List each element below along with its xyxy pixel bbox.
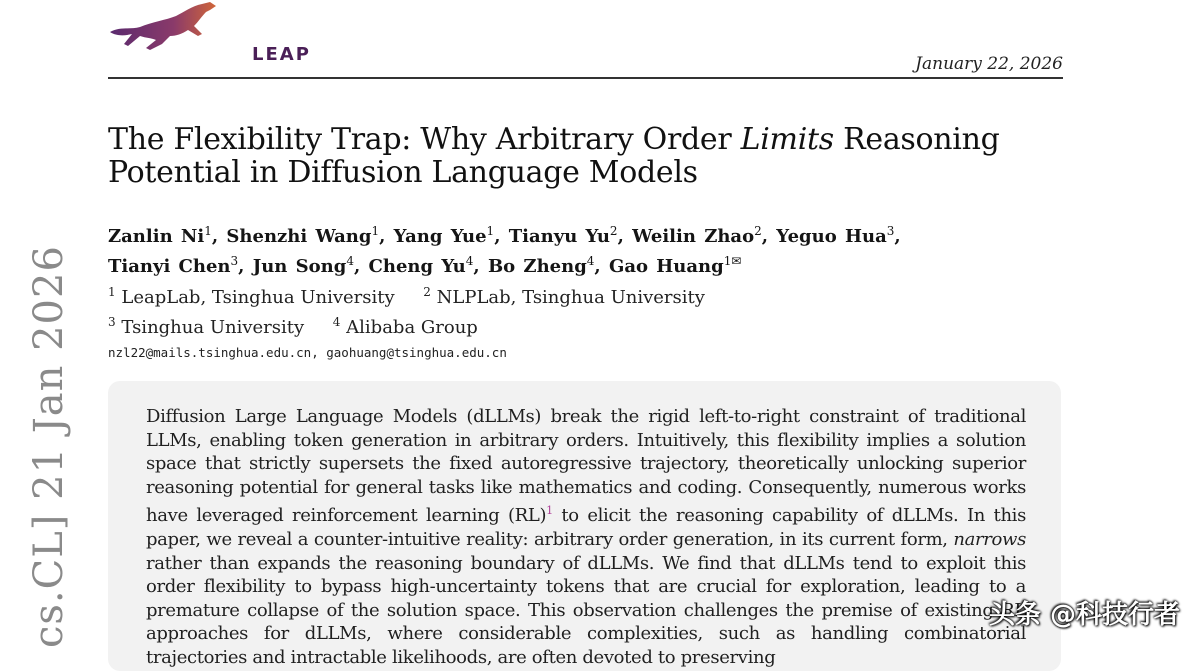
author-affiliation-marker: 1✉ [723, 254, 742, 268]
arxiv-side-label: cs.CL] 21 Jan 2026 [26, 245, 72, 648]
author-separator: , [379, 226, 386, 247]
author-separator: , [211, 226, 219, 247]
author-name: Gao Huang [608, 256, 724, 277]
affiliation-marker: 3 [108, 315, 116, 329]
author-name: Yeguo Hua [776, 226, 887, 247]
title-part-1: The Flexibility Trap: Why Arbitrary Order [108, 122, 741, 157]
abstract-text [146, 405, 1026, 670]
affiliations [108, 280, 705, 340]
contact-emails[interactable]: nzl22@mails.tsinghua.edu.cn, gaohuang@tsinghua.edu.cn [108, 345, 507, 360]
abstract-segment: Diffusion Large Language Models (dLLMs) break the rigid left-to-right constraint of traditional LLMs, enabling token generation in arbitrary orders. Intuitively, this flexibility implies a solution space that strictly supersets the fixed autoregressive trajectory, theoretically unlocking superior reasoning potential for general tasks like mathematics and coding. Consequently, numerous works have leveraged reinforcement learning (RL) [146, 406, 1026, 527]
author-list [108, 219, 1068, 279]
author-separator: , [494, 226, 501, 247]
author-name: Bo Zheng [487, 256, 587, 277]
affiliation-name: LeapLab, Tsinghua University [121, 287, 395, 308]
author-affiliation-marker: 3 [886, 224, 895, 238]
affiliation-name: Alibaba Group [346, 317, 478, 338]
author-name: Weilin Zhao [632, 226, 755, 247]
author-separator: , [617, 226, 624, 247]
author-name: Tianyi Chen [108, 256, 231, 277]
author-name: Shenzhi Wang [226, 226, 372, 247]
author-name: Yang Yue [393, 226, 487, 247]
author-affiliation-marker: 2 [609, 224, 618, 238]
author-affiliation-marker: 1 [371, 224, 380, 238]
abstract-segment: to elicit the reasoning capability of dLLMs. In this paper, we reveal a counter-intuitive reality: arbitrary order generation, in its current form, [146, 505, 1026, 550]
title-line-2: Potential in Diffusion Language Models [108, 155, 698, 190]
author-name: Tianyu Yu [508, 226, 610, 247]
abstract-emphasis: narrows [953, 528, 1026, 550]
paper-date: January 22, 2026 [915, 54, 1063, 74]
author-separator: , [761, 226, 769, 247]
affiliation-marker: 1 [108, 285, 116, 299]
author-separator: , [353, 256, 361, 277]
abstract-segment: rather than expands the reasoning boundary of dLLMs. We find that dLLMs tend to exploit this order flexibility to bypass high-uncertainty tokens that are crucial for exploration, leading to a premature collapse of the solution space. This observation challenges the premise of existing RL approaches for dLLMs, where considerable complexities, such as handling combinatorial trajectories and intractable likelihoods, are often devoted to preserving [146, 552, 1026, 668]
author-name: Zanlin Ni [108, 226, 205, 247]
author-affiliation-marker: 4 [465, 254, 474, 268]
footnote-link[interactable]: 1 [546, 504, 553, 518]
affiliation-marker: 2 [423, 285, 431, 299]
watermark: 头条 @科技行者 [988, 600, 1180, 630]
author-separator: , [238, 256, 245, 277]
leap-logo [106, 0, 311, 70]
author-affiliation-marker: 2 [754, 224, 762, 238]
paper-title [108, 123, 1088, 189]
affiliation-name: NLPLab, Tsinghua University [436, 287, 705, 308]
author-affiliation-marker: 3 [230, 254, 239, 268]
header-rule [108, 77, 1063, 79]
author-affiliation-marker: 4 [586, 254, 595, 268]
logo-text: LEAP [252, 44, 311, 65]
author-separator: , [894, 226, 901, 247]
affiliation-name: Tsinghua University [121, 317, 305, 338]
author-name: Jun Song [252, 256, 347, 277]
title-part-2: Reasoning [833, 122, 1000, 157]
title-emphasis: Limits [740, 122, 834, 157]
affiliation-marker: 4 [332, 315, 341, 329]
author-affiliation-marker: 1 [486, 224, 495, 238]
author-separator: , [594, 256, 601, 277]
author-affiliation-marker: 4 [346, 254, 354, 268]
author-affiliation-marker: 1 [204, 224, 212, 238]
affiliation-row-2 [108, 310, 705, 340]
author-name: Cheng Yu [368, 256, 466, 277]
horse-logo-icon [106, 0, 230, 70]
affiliation-row-1 [108, 280, 705, 310]
author-separator: , [473, 256, 480, 277]
